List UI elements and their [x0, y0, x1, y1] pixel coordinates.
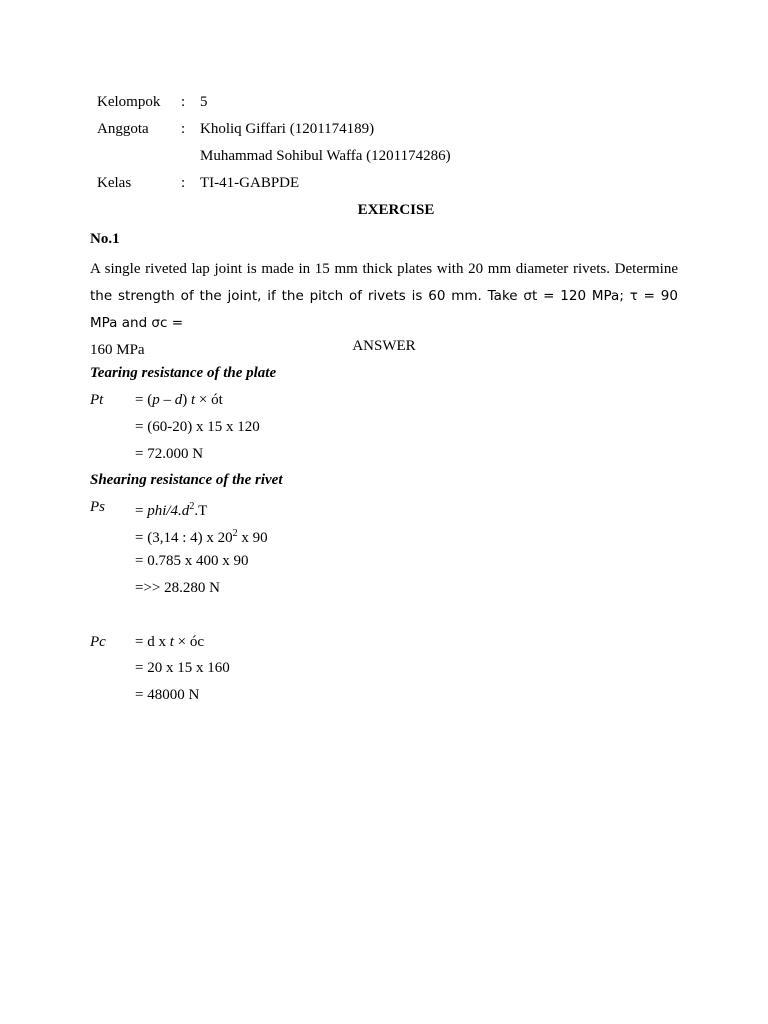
shearing-substitution-sup: 2: [232, 528, 238, 539]
kelompok-label: Kelompok: [97, 94, 161, 110]
shearing-result: =>> 28.280 N: [135, 580, 220, 596]
exercise-number: No.1: [90, 231, 120, 247]
shearing-formula-part: .T: [194, 503, 208, 519]
tearing-heading: Tearing resistance of the plate: [90, 365, 277, 381]
tearing-formula-part: = (: [135, 392, 153, 408]
question-intro: A single riveted lap joint is made in 15 mm thick plates with 20 mm diameter rivets. Determine: [90, 261, 678, 277]
tearing-formula: [135, 391, 223, 409]
tearing-result: = 72.000 N: [135, 446, 204, 462]
shearing-substitution-part: x 90: [237, 530, 268, 546]
shearing-formula-sup: 2: [189, 501, 195, 512]
crushing-result: = 48000 N: [135, 687, 200, 703]
crushing-formula-part: = d x: [135, 634, 170, 650]
shearing-formula: [135, 498, 207, 520]
shearing-substitution-part: = (3,14 : 4) x 20: [135, 530, 233, 546]
shearing-formula-part: phi/4.d: [147, 503, 190, 519]
tearing-substitution: = (60-20) x 15 x 120: [135, 419, 260, 435]
crushing-formula-part: t: [169, 634, 174, 650]
kelas-label: Kelas: [97, 175, 132, 191]
kelompok-value: 5: [200, 94, 208, 110]
answer-title: ANSWER: [352, 338, 416, 354]
crushing-formula: [135, 633, 204, 651]
shearing-substitution: [135, 525, 268, 547]
kelompok-colon: :: [181, 94, 186, 110]
exercise-title: EXERCISE: [357, 202, 435, 218]
tearing-formula-part: ): [182, 392, 191, 408]
crushing-symbol: Pc: [90, 634, 106, 650]
tearing-formula-part: t: [190, 392, 196, 408]
kelas-colon: :: [181, 175, 186, 191]
anggota-value-2: Muhammad Sohibul Waffa (1201174286): [200, 148, 451, 164]
tearing-formula-part: p – d: [152, 392, 183, 408]
shearing-step: = 0.785 x 400 x 90: [135, 553, 249, 569]
question-rest: the strength of the joint, if the pitch of rivets is 60 mm. Take σt = 120 MPa; τ = 90 MPa and σc =: [90, 288, 678, 331]
question-end: 160 MPa: [90, 342, 145, 358]
kelas-value: TI-41-GABPDE: [200, 175, 300, 191]
anggota-value-1: Kholiq Giffari (1201174189): [200, 121, 375, 137]
crushing-formula-part: × óc: [173, 634, 205, 650]
shearing-symbol: Ps: [90, 499, 105, 515]
tearing-symbol: Pt: [90, 392, 104, 408]
shearing-formula-part: =: [135, 503, 148, 519]
anggota-colon: :: [181, 121, 186, 137]
tearing-formula-part: × ót: [195, 392, 223, 408]
anggota-label: Anggota: [97, 121, 149, 137]
crushing-substitution: = 20 x 15 x 160: [135, 660, 230, 676]
shearing-heading: Shearing resistance of the rivet: [90, 472, 283, 488]
